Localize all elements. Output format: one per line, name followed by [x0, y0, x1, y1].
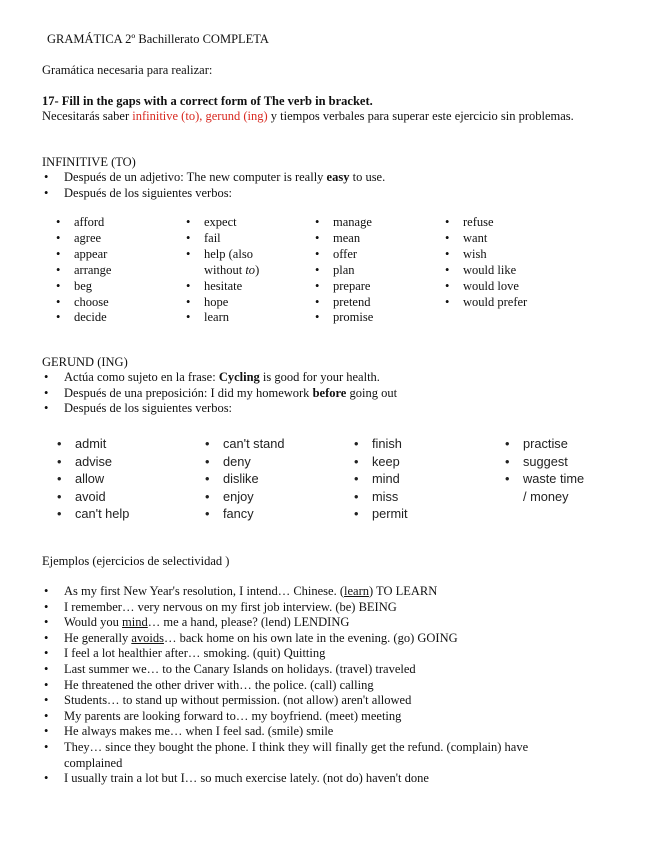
list-item: • manage: [313, 215, 373, 231]
example-item: • My parents are looking forward to… my boyfriend. (meet) meeting: [42, 709, 528, 725]
gerund-rule-preposition: • Después de una preposición: I did my homework before going out: [42, 386, 397, 402]
gerund-rule-verbs: • Después de los siguientes verbos:: [42, 401, 397, 417]
list-item: • can't stand: [203, 435, 285, 453]
example-item: • I feel a lot healthier after… smoking. (quit) Quitting: [42, 646, 528, 662]
list-item: • agree: [54, 231, 111, 247]
exercise-heading: 17- Fill in the gaps with a correct form of The verb in bracket.: [42, 94, 373, 108]
list-item: • help (also: [184, 247, 259, 263]
list-item: • suggest: [503, 453, 584, 471]
gerund-rules: [42, 370, 397, 417]
example-item: • I remember… very nervous on my first job interview. (be) BEING: [42, 600, 528, 616]
example-item: • They… since they bought the phone. I think they will finally get the refund. (complain) have complained: [42, 740, 528, 771]
list-item: • practise: [503, 435, 584, 453]
list-item: • hope: [184, 295, 259, 311]
list-item: • pretend: [313, 295, 373, 311]
gerund-verbs-col1: [55, 435, 129, 523]
example-item: • Students… to stand up without permission. (not allow) aren't allowed: [42, 693, 528, 709]
list-item: • fancy: [203, 505, 285, 523]
list-item: • finish: [352, 435, 408, 453]
examples-heading: Ejemplos (ejercicios de selectividad ): [42, 554, 230, 568]
list-item: • permit: [352, 505, 408, 523]
list-item: • promise: [313, 310, 373, 326]
list-item: • avoid: [55, 488, 129, 506]
list-item: • allow: [55, 470, 129, 488]
list-item: • enjoy: [203, 488, 285, 506]
example-item: • He always makes me… when I feel sad. (smile) smile: [42, 724, 528, 740]
list-item: • miss: [352, 488, 408, 506]
requirements-prefix: Necesitarás saber: [42, 109, 133, 123]
list-item: • plan: [313, 263, 373, 279]
list-item: • choose: [54, 295, 111, 311]
infinitive-verbs-col4: [443, 215, 527, 310]
example-item: • I usually train a lot but I… so much exercise lately. (not do) haven't done: [42, 771, 528, 787]
example-item: • Last summer we… to the Canary Islands on holidays. (travel) traveled: [42, 662, 528, 678]
list-item: • decide: [54, 310, 111, 326]
infinitive-verbs-col2: [184, 215, 259, 326]
list-item: • learn: [184, 310, 259, 326]
list-item: • afford: [54, 215, 111, 231]
list-item: • would like: [443, 263, 527, 279]
list-item: • beg: [54, 279, 111, 295]
list-item: • deny: [203, 453, 285, 471]
list-item: • keep: [352, 453, 408, 471]
infinitive-verbs-col1: [54, 215, 111, 326]
requirements-text: [42, 109, 582, 124]
gerund-rule-subject: • Actúa como sujeto en la frase: Cycling is good for your health.: [42, 370, 397, 386]
gerund-heading: GERUND (ING): [42, 355, 128, 369]
list-item: • refuse: [443, 215, 527, 231]
infinitive-rules: [42, 170, 385, 201]
infinitive-rule-verbs: • Después de los siguientes verbos:: [42, 186, 385, 202]
infinitive-rule-adjective: • Después de un adjetivo: The new computer is really easy to use.: [42, 170, 385, 186]
example-item: • As my first New Year's resolution, I intend… Chinese. (learn) TO LEARN: [42, 584, 528, 600]
list-item: • arrange: [54, 263, 111, 279]
list-item-continuation: / money: [523, 488, 569, 504]
list-item: • hesitate: [184, 279, 259, 295]
document-title: GRAMÁTICA 2º Bachillerato COMPLETA: [47, 32, 269, 46]
infinitive-heading: INFINITIVE (TO): [42, 155, 136, 169]
list-item: • admit: [55, 435, 129, 453]
example-item: • He threatened the other driver with… the police. (call) calling: [42, 678, 528, 694]
gerund-verbs-col4: [503, 435, 584, 505]
list-item: • advise: [55, 453, 129, 471]
list-item: • offer: [313, 247, 373, 263]
infinitive-verbs-col3: [313, 215, 373, 326]
list-item-continuation: without to): [204, 262, 260, 277]
list-item: • can't help: [55, 505, 129, 523]
gerund-verbs-col2: [203, 435, 285, 523]
list-item: • prepare: [313, 279, 373, 295]
example-item: • Would you mind… me a hand, please? (lend) LENDING: [42, 615, 528, 631]
examples-list: [42, 584, 528, 787]
list-item: • expect: [184, 215, 259, 231]
requirements-suffix: y tiempos verbales para superar este ejercicio sin problemas.: [267, 109, 574, 123]
list-item: • mind: [352, 470, 408, 488]
list-item: • would prefer: [443, 295, 527, 311]
list-item: • waste time: [503, 470, 584, 488]
list-item: • mean: [313, 231, 373, 247]
list-item: • wish: [443, 247, 527, 263]
list-item: • appear: [54, 247, 111, 263]
list-item: • dislike: [203, 470, 285, 488]
gerund-verbs-col3: [352, 435, 408, 523]
example-item: • He generally avoids… back home on his own late in the evening. (go) GOING: [42, 631, 528, 647]
list-item: • fail: [184, 231, 259, 247]
list-item: • would love: [443, 279, 527, 295]
requirements-highlight: infinitive (to), gerund (ing): [132, 109, 268, 123]
intro-text: Gramática necesaria para realizar:: [42, 63, 213, 77]
list-item: • want: [443, 231, 527, 247]
